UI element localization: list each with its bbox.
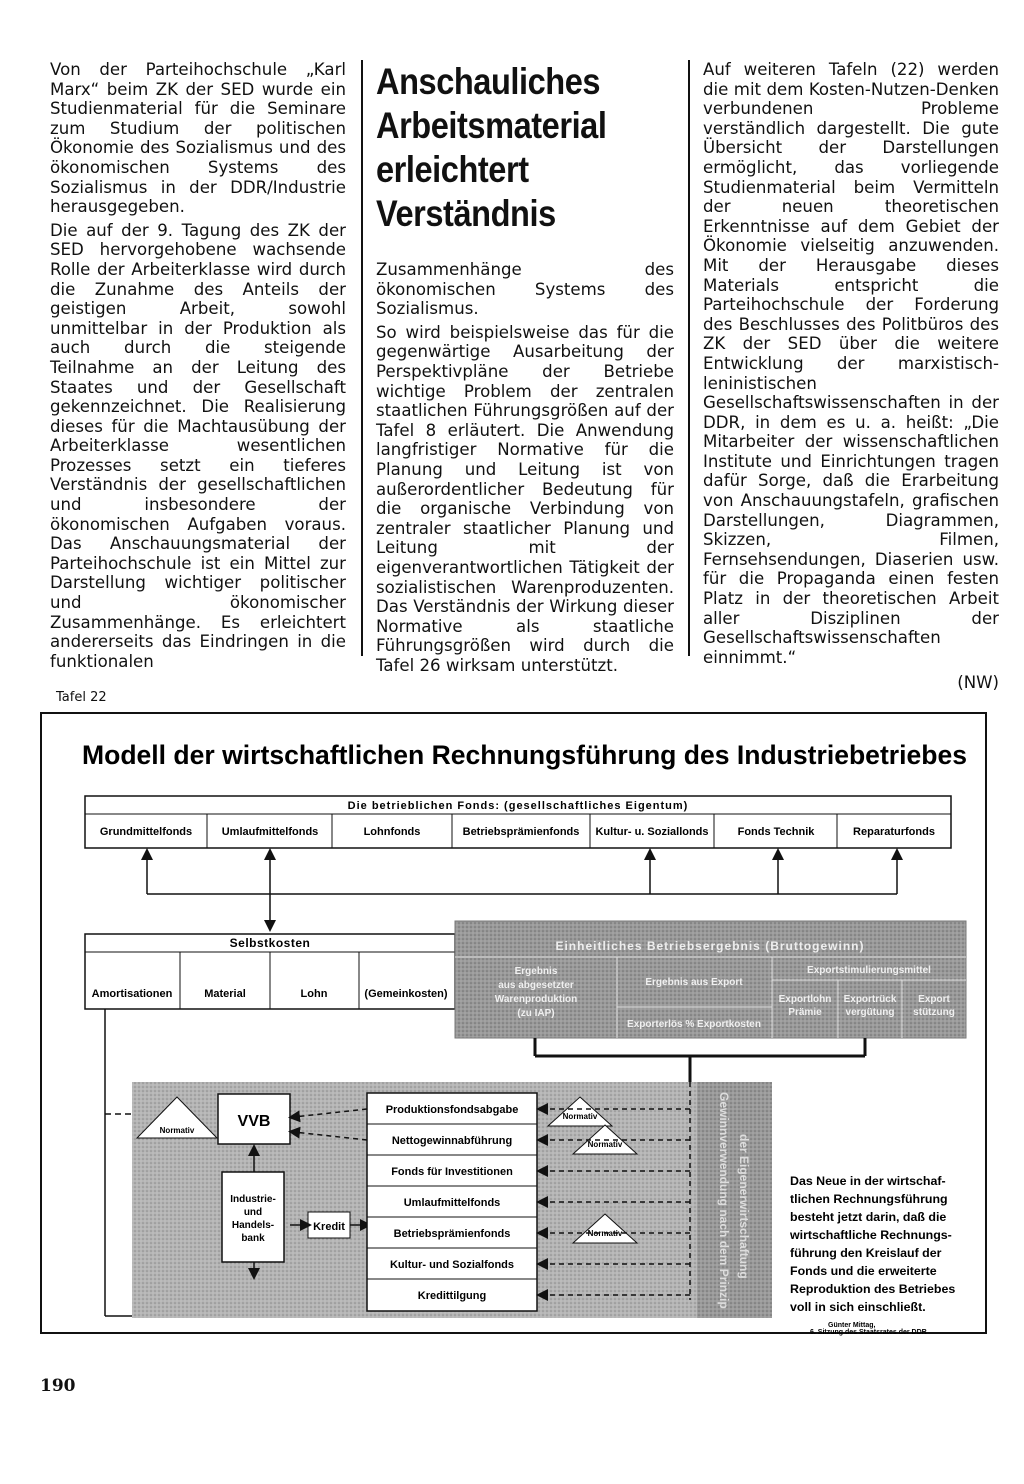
quote-line: voll in sich einschließt. (790, 1300, 926, 1314)
normativ-label: Normativ (587, 1229, 623, 1238)
fonds-lohn: Lohnfonds (363, 826, 421, 838)
bank-label-line: und (243, 1207, 263, 1218)
export-lohn-line: Exportlohn (778, 994, 832, 1005)
mittag-quote (789, 1174, 955, 1314)
abfuehrung-item: Nettogewinnabführung (391, 1135, 513, 1147)
ergebnis-export: Ergebnis aus Export (645, 977, 743, 988)
paragraph: So wird beispielsweise das für die gegenwärtige Ausarbeitung der Perspektivpläne der Betriebe wichtige Problem der zentralen staatlichen Führungsgrößen auf der Tafel 8 erläutert. Die Anwendung langfristiger Normative für die Planung und Leitung ist von außerordentlicher Bedeutung für die organische Verbindung von zentraler staatlicher Planung und Leitung mit der eigenverantwortlichen Tätigkeit der sozialistischen Warenproduzenten. Das Verständnis der Wirkung dieser Normative als staatliche Führungsgrößen wird durch die Tafel 26 wirksam unterstützt. (376, 322, 674, 675)
vertical-text: der Eigenerwirtschaftung (737, 1134, 751, 1279)
export-stuetzung-line: stützung (913, 1007, 955, 1018)
paragraph: Zusammenhänge des ökonomischen Systems des Sozialismus. (376, 260, 674, 319)
selbstkosten-header: Selbstkosten (229, 936, 311, 950)
abfuehrung-item: Kredittilgung (417, 1290, 487, 1302)
article-headline: Anschauliches Arbeitsmaterial erleichtert Verständnis (376, 61, 607, 234)
bank-label-line: bank (241, 1233, 265, 1244)
fonds-grundmittel: Grundmittelfonds (99, 826, 193, 838)
ergebnis-abgesetzt-line: Warenproduktion (494, 994, 578, 1005)
selbstkosten-material: Material (204, 988, 246, 1000)
fonds-header: Die betrieblichen Fonds: (gesellschaftliches Eigentum) (347, 800, 689, 812)
paragraph: Die auf der 9. Tagung des ZK der SED hervorgehobene wachsende Rolle der Arbeiterklasse wird durch die Zunahme des Anteils der geistigen Arbeit, sowohl unmittelbar in der Produktion als auch durch die steigende Teilnahme an der Leitung des Staates und der Gesellschaft gekennzeichnet. Die Realisierung dieses für die Machtausübung der Arbeiterklasse wesentlichen Prozesses setzt ein tieferes Verständnis der gesellschaftlichen und insbesondere der ökonomischen Aufgaben voraus. Das Anschauungsmaterial der Parteihochschule ist ein Mittel zur Darstellung wichtiger politischer und ökonomischer Zusammenhänge. Es erleichtert andererseits das Eindringen in die funktionalen (50, 220, 346, 671)
text-column-3 (703, 60, 999, 693)
fonds-technik: Fonds Technik (737, 826, 815, 838)
kredit-label: Kredit (313, 1221, 345, 1233)
text-column-2 (376, 60, 674, 679)
normativ-label: Normativ (159, 1126, 195, 1135)
column-rule (688, 60, 690, 656)
quote-line: Das Neue in der wirtschaf- (790, 1174, 946, 1188)
bank-label-line: Handels- (231, 1220, 275, 1231)
exportstimulierung: Exportstimulierungsmittel (807, 965, 931, 976)
export-rueck-line: Exportrück (843, 994, 897, 1005)
paragraph: Auf weiteren Tafeln (22) werden die mit dem Kosten-Nutzen-Denken verbundenen Probleme verständlich dargestellt. Die gute Übersicht der Darstellungen ermöglicht, das vorliegende Studienmaterial beim Vermitteln der neuen theoretischen Erkenntnisse auf dem Gebiet der Ökonomie vielseitig anzuwenden. Mit der Herausgabe dieses Materials entspricht die Parteihochschule der Forderung des Beschlusses des Politbüros des ZK der SED über die weitere Entwicklung der marxistisch-leninistischen Gesellschaftswissenschaften in der DDR, in dem es u. a. heißt: „Die Mitarbeiter der wissenschaftlichen Institute und Einrichtungen tragen dafür Sorge, daß die Erarbeitung von Anschauungstafeln, grafischen Darstellungen, Diagrammen, Skizzen, Filmen, Fernsehsendungen, Diaserien usw. für die Propaganda einen festen Platz in der theoretischen Arbeit aller Disziplinen der Gesellschaftswissenschaften einnimmt.“ (703, 60, 999, 667)
abfuehrung-item: Produktionsfondsabgabe (385, 1104, 519, 1116)
quote-line: Fonds und die erweiterte (790, 1264, 937, 1278)
abfuehrung-item: Fonds für Investitionen (391, 1166, 513, 1178)
vvb-label: VVB (237, 1113, 271, 1130)
diagram-title: Modell der wirtschaftlichen Rechnungsführung des Industriebetriebes (82, 740, 967, 770)
quote-line: besteht jetzt darin, daß die (790, 1210, 947, 1224)
fonds-kultur: Kultur- u. Soziallonds (595, 826, 709, 838)
page-number: 190 (40, 1376, 76, 1396)
paragraph: Von der Parteihochschule „Karl Marx“ beim ZK der SED wurde ein Studienmaterial für die Seminare zum Studium der politischen Ökonomie des Sozialismus und des ökonomischen Systems des Sozialismus in der DDR/Industrie herausgegeben. (50, 60, 346, 217)
quote-source: 6. Sitzung des Staatsrates der DDR (810, 1329, 927, 1336)
export-rueck-line: vergütung (845, 1007, 895, 1018)
export-stuetzung-line: Export (918, 994, 950, 1005)
selbstkosten-gemeinkosten: (Gemeinkosten) (364, 988, 448, 1000)
exporterloes: Exporterlös % Exportkosten (627, 1019, 761, 1030)
quote-author: Günter Mittag, (828, 1322, 876, 1329)
vertical-text: Gewinnverwendung nach dem Prinzip (717, 1092, 731, 1309)
quote-line: wirtschaftliche Rechnungs- (790, 1228, 952, 1242)
author-signature: (NW) (957, 673, 999, 693)
quote-line: Reproduktion des Betriebes (790, 1282, 956, 1296)
abfuehrung-item: Kultur- und Sozialfonds (389, 1259, 515, 1271)
ergebnis-abgesetzt-line: aus abgesetzter (498, 980, 574, 991)
selbstkosten-lohn: Lohn (300, 988, 328, 1000)
text-column-1 (50, 60, 346, 675)
selbstkosten-amortisation: Amortisationen (91, 988, 173, 1000)
export-lohn-line: Prämie (788, 1007, 822, 1018)
figure-label: Tafel 22 (56, 690, 107, 705)
eigenerwirtschaftung-band (697, 1082, 772, 1318)
column-rule (361, 60, 363, 656)
normativ-label: Normativ (587, 1140, 623, 1149)
normativ-label: Normativ (562, 1112, 598, 1121)
ergebnis-header: Einheitliches Betriebsergebnis (Bruttogewinn) (555, 939, 865, 953)
abfuehrung-item: Betriebsprämienfonds (393, 1228, 511, 1240)
quote-line: tlichen Rechnungsführung (790, 1192, 948, 1206)
ergebnis-abgesetzt-line: Ergebnis (514, 966, 558, 977)
quote-line: führung den Kreislauf der (790, 1246, 942, 1260)
fonds-betriebspraemien: Betriebsprämienfonds (462, 826, 580, 838)
fonds-reparatur: Reparaturfonds (853, 826, 935, 838)
abfuehrung-item: Umlaufmittelfonds (403, 1197, 501, 1209)
abfuehrungen-list (367, 1093, 537, 1311)
bank-label-line: Industrie- (230, 1194, 276, 1205)
diagram-svg (42, 714, 985, 1336)
diagram-frame (40, 712, 987, 1334)
ergebnis-abgesetzt-line: (zu IAP) (517, 1008, 555, 1019)
fonds-umlaufmittel: Umlaufmittelfonds (221, 826, 319, 838)
